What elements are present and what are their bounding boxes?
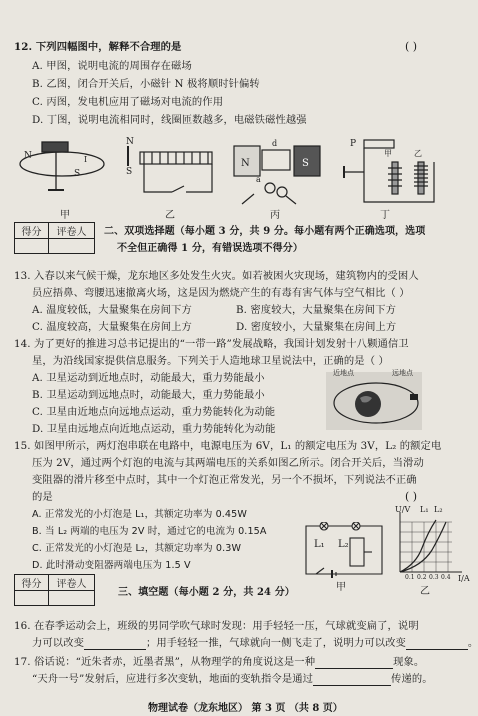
q14-option-b: B. 卫星运动到远地点时，动能最大，重力势能最小 — [32, 389, 265, 401]
q14-label-apogee: 远地点 — [392, 369, 413, 377]
score-cell[interactable] — [15, 239, 49, 254]
q12-option-d: D. 丁图，说明电流相同时，线圈匝数越多，电磁铁磁性越强 — [32, 114, 307, 126]
figure-yi — [126, 137, 212, 192]
q15-graph-label-yi: 乙 — [420, 586, 430, 597]
figure-jia — [20, 142, 104, 190]
grader-cell[interactable] — [49, 239, 95, 254]
q15-graph-series-l1: L₁ — [420, 505, 429, 514]
q14-option-a: A. 卫星运动到近地点时，动能最大，重力势能最小 — [32, 372, 265, 384]
q15-stem-line4: 的是 — [32, 491, 53, 503]
q15-graph-tick-2: 0.2 — [417, 574, 427, 581]
q15-label-jia: 甲 — [336, 582, 346, 593]
q14-stem-line1: 14. 为了更好的推进习总书记提出的“一带一路”发展战略，我国计划发射十八颗通信卫 — [14, 338, 409, 350]
q16-line2-part1: 力可以改变 — [32, 637, 84, 649]
q15-stem-line3: 变阻器的滑片移至中点时，其中一个灯泡正常发光，另一个不损坏，下列说法不正确 — [32, 474, 417, 486]
q15-circuit-figure — [302, 522, 388, 580]
q16-blank-2[interactable] — [406, 639, 468, 650]
q17-line1 — [14, 656, 424, 669]
q13-stem-line1: 13. 入春以来气候干燥，龙东地区多处发生火灾。如若被困火灾现场，建筑物内的受困人 — [14, 270, 419, 282]
svg-text:甲: 甲 — [384, 149, 392, 158]
q16-line1: 16. 在春季运动会上，班级的男同学吹气球时发现：用手轻轻一压，气球就变扁了，说明 — [14, 620, 419, 632]
grader-label: 评卷人 — [49, 575, 95, 591]
q14-option-c: C. 卫星由近地点向远地点运动，重力势能转化为动能 — [32, 406, 276, 418]
svg-text:N: N — [126, 137, 134, 147]
svg-text:P: P — [350, 139, 357, 149]
q13-option-a: A. 温度较低，大量聚集在房间下方 — [32, 304, 192, 316]
score-label: 得分 — [15, 575, 49, 591]
q12-label-bing: 丙 — [270, 210, 280, 221]
figure-ding — [344, 139, 434, 202]
q15-option-d: D. 此时滑动变阻器两端电压为 1.5 V — [32, 560, 191, 571]
q15-graph-tick-3: 0.3 — [429, 574, 439, 581]
q15-label-l2: L₂ — [338, 539, 349, 550]
q17-line1-part2: 现象。 — [393, 656, 425, 668]
q13-stem-line2: 员应捂鼻、弯腰迅速撤离火场，这是因为燃烧产生的有毒有害气体与空气相比（ ） — [32, 287, 410, 299]
page-footer: 物理试卷（龙东地区） 第 3 页 （共 8 页） — [148, 703, 343, 714]
q14-label-perigee: 近地点 — [333, 369, 354, 377]
q12-option-b: B. 乙图，闭合开关后，小磁针 N 极将顺时针偏转 — [32, 78, 260, 90]
section2-score-table — [14, 222, 95, 254]
q15-option-a: A. 正常发光的小灯泡是 L₁，其额定功率为 0.45W — [32, 509, 247, 520]
q15-label-l1: L₁ — [314, 539, 325, 550]
section3-title: 三、填空题（每小题 2 分，共 24 分） — [118, 587, 295, 598]
q16-line2-part2: ；用手轻轻一推，气球就向一侧飞走了，说明力可以改变 — [145, 637, 406, 649]
q12-option-a: A. 甲图，说明电流的周围存在磁场 — [32, 60, 192, 72]
score-label: 得分 — [15, 223, 49, 239]
svg-text:S: S — [302, 158, 309, 169]
q15-answer-paren: ( ) — [405, 490, 418, 503]
q17-line2-part2: 传递的。 — [391, 673, 433, 685]
q14-option-d: D. 卫星由远地点向近地点运动，重力势能转化为动能 — [32, 423, 276, 435]
figure-bing — [234, 139, 320, 204]
q12-answer-paren: ( ) — [405, 40, 418, 53]
q15-stem-line1: 15. 如图甲所示，两灯泡串联在电路中，电源电压为 6V，L₁ 的额定电压为 3V，L₂ 的额定电 — [14, 440, 442, 452]
q15-option-c: C. 正常发光的小灯泡是 L₂，其额定功率为 0.3W — [32, 543, 242, 554]
q13-option-b: B. 密度较大，大量聚集在房间下方 — [236, 304, 396, 316]
svg-text:d: d — [272, 139, 278, 148]
score-cell[interactable] — [15, 591, 49, 606]
q12-label-ding: 丁 — [380, 210, 390, 221]
q15-graph-xlabel: I/A — [458, 574, 470, 583]
svg-text:a: a — [256, 175, 261, 184]
section2-title-line1: 二、双项选择题（每小题 3 分，共 9 分。每小题有两个正确选项，选项 — [104, 226, 426, 237]
grader-label: 评卷人 — [49, 223, 95, 239]
q16-line2-part3: 。 — [467, 637, 478, 649]
q17-line2 — [32, 673, 433, 686]
q17-blank-2[interactable] — [313, 675, 391, 686]
svg-text:S: S — [126, 167, 133, 177]
q15-graph-ylabel: U/V — [395, 505, 411, 514]
q16-blank-1[interactable] — [84, 639, 146, 650]
grader-cell[interactable] — [49, 591, 95, 606]
section2-title-line2: 不全但正确得 1 分，有错误选项不得分） — [117, 243, 303, 254]
q15-iv-graph — [392, 510, 464, 582]
q17-line1-part1: 17. 俗话说：“近朱者赤，近墨者黑”，从物理学的角度说这是一种 — [14, 656, 316, 668]
svg-text:I: I — [84, 155, 88, 164]
svg-text:S: S — [74, 169, 81, 179]
q12-option-c: C. 丙图，发电机应用了磁场对电流的作用 — [32, 96, 224, 108]
q17-line2-part1: “天舟一号”发射后，应进行多次变轨，地面的变轨指令是通过 — [32, 673, 314, 685]
q15-graph-tick-4: 0.4 — [441, 574, 451, 581]
q15-option-b: B. 当 L₂ 两端的电压为 2V 时，通过它的电流为 0.15A — [32, 526, 267, 537]
svg-text:N: N — [24, 151, 32, 161]
q13-option-d: D. 密度较小，大量聚集在房间上方 — [236, 321, 397, 333]
q12-figures — [14, 132, 454, 212]
svg-text:N: N — [241, 158, 250, 169]
q15-stem-line2: 压为 2V，通过两个灯泡的电流与其两端电压的关系如图乙所示。闭合开关后，当滑动 — [32, 457, 424, 469]
q13-option-c: C. 温度较高，大量聚集在房间上方 — [32, 321, 192, 333]
q16-line2 — [32, 637, 478, 650]
section3-score-table — [14, 574, 95, 606]
svg-text:乙: 乙 — [414, 149, 422, 158]
q15-graph-tick-1: 0.1 — [405, 574, 415, 581]
q15-graph-series-l2: L₂ — [434, 505, 443, 514]
q14-stem-line2: 星，为沿线国家提供信息服务。下列关于人造地球卫星说法中，正确的是（ ） — [32, 355, 389, 367]
q12-label-yi: 乙 — [165, 210, 175, 221]
q12-label-jia: 甲 — [60, 210, 70, 221]
q14-satellite-figure — [326, 372, 422, 430]
q17-blank-1[interactable] — [315, 658, 393, 669]
q12-stem: 12. 下列四幅图中，解释不合理的是 — [14, 41, 182, 53]
